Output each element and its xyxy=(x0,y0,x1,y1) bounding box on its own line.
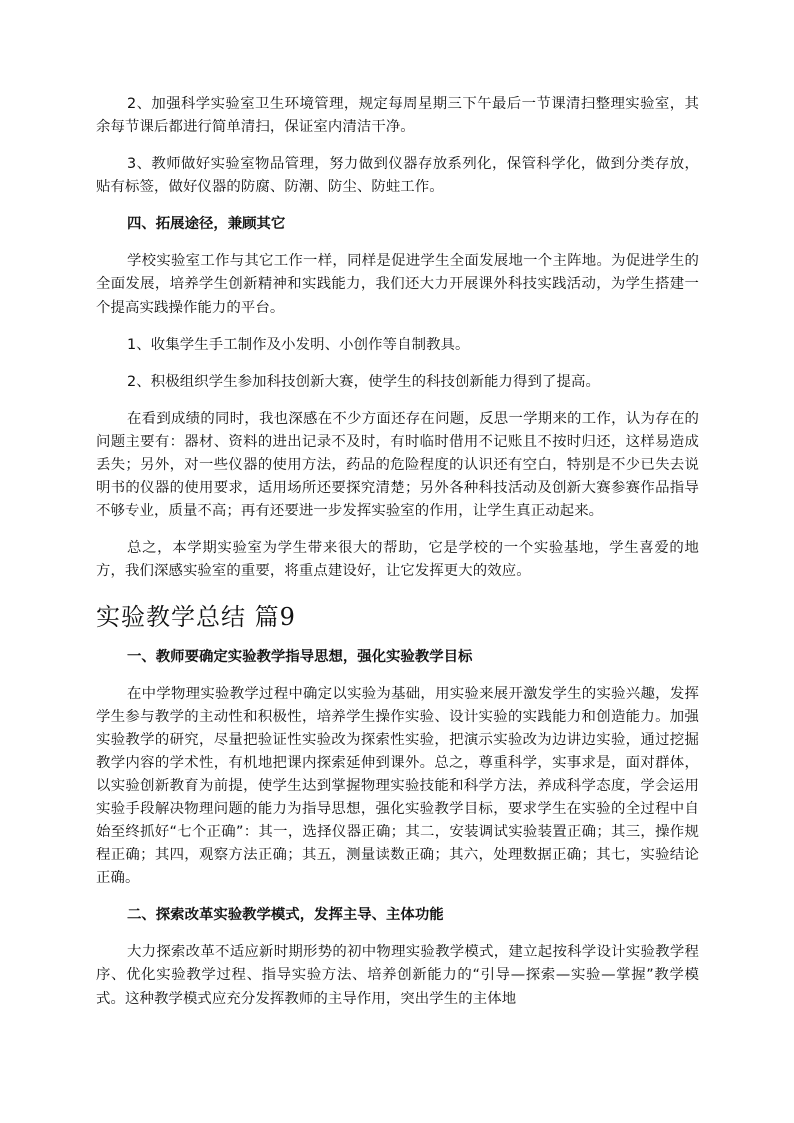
paragraph-summary: 总之，本学期实验室为学生带来很大的帮助，它是学校的一个实验基地，学生喜爱的地方，我们深感实验室的重要，将重点建设好，让它发挥更大的效应。 xyxy=(96,540,699,580)
section-heading-guiding-thought: 一、教师要确定实验教学指导思想，强化实验教学目标 xyxy=(127,648,473,665)
section-heading-expand: 四、拓展途径，兼顾其它 xyxy=(127,216,286,233)
paragraph-expand-item-2: 2、积极组织学生参加科技创新大赛，使学生的科技创新能力得到了提高。 xyxy=(127,373,600,390)
paragraph-expand-item-1: 1、收集学生手工制作及小发明、小创作等自制教具。 xyxy=(127,336,470,353)
paragraph-guiding-thought: 在中学物理实验教学过程中确定以实验为基础，用实验来展开激发学生的实验兴趣，发挥学生参与教学的主动性和积极性，培养学生操作实验、设计实验的实践能力和创造能力。加强实验教学的研究，尽量把验证性实验改为探索性实验，把演示实验改为边讲边实验，通过挖掘教学内容的学术性，有机地把课内探索延伸到课外。总之，尊重科学，实事求是，面对群体，以实验创新教育为前提，使学生达到掌握物理实验技能和科学方法，养成科学态度，学会运用实验手段解决物理问题的能力为指导思想，强化实验教学目标，要求学生在实验的全过程中自始至终抓好“七个正确”：其一，选择仪器正确；其二，安装调试实验装置正确；其三，操作规程正确；其四，观察方法正确；其五，测量读数正确；其六，处理数据正确；其七，实验结论正确。 xyxy=(96,685,699,887)
paragraph-problems: 在看到成绩的同时，我也深感在不少方面还存在问题，反思一学期来的工作，认为存在的问题主要有：器材、资料的进出记录不及时，有时临时借用不记账且不按时归还，这样易造成丢失；另外，对一些仪器的使用方法，药品的危险程度的认识还有空白，特别是不少已失去说明书的仪器的使用要求，适用场所还要探究清楚；另外各种科技活动及创新大赛参赛作品指导不够专业，质量不高；再有还要进一步发挥实验室的作用，让学生真正动起来。 xyxy=(96,410,699,520)
paragraph-lab-items: 3、教师做好实验室物品管理，努力做到仪器存放系列化，保管科学化，做到分类存放，贴有标签，做好仪器的防腐、防潮、防尘、防蛀工作。 xyxy=(96,156,699,196)
document-page xyxy=(96,93,699,1011)
paragraph-expand-intro: 学校实验室工作与其它工作一样，同样是促进学生全面发展地一个主阵地。为促进学生的全面发展，培养学生创新精神和实践能力，我们还大力开展课外科技实践活动，为学生搭建一个提高实践操作能力的平台。 xyxy=(96,253,699,316)
paragraph-teaching-model: 大力探索改革不适应新时期形势的初中物理实验教学模式，建立起按科学设计实验教学程序、优化实验教学过程、指导实验方法、培养创新能力的“引导—探索—实验—掌握”教学模式。这种教学模式应充分发挥教师的主导作用，突出学生的主体地 xyxy=(96,944,699,1007)
section-heading-teaching-model: 二、探索改革实验教学模式，发挥主导、主体功能 xyxy=(127,907,444,924)
paragraph-lab-hygiene: 2、加强科学实验室卫生环境管理，规定每周星期三下午最后一节课清扫整理实验室，其余每节课后都进行简单清扫，保证室内清洁干净。 xyxy=(96,96,699,136)
article-title: 实验教学总结 篇9 xyxy=(96,602,296,631)
